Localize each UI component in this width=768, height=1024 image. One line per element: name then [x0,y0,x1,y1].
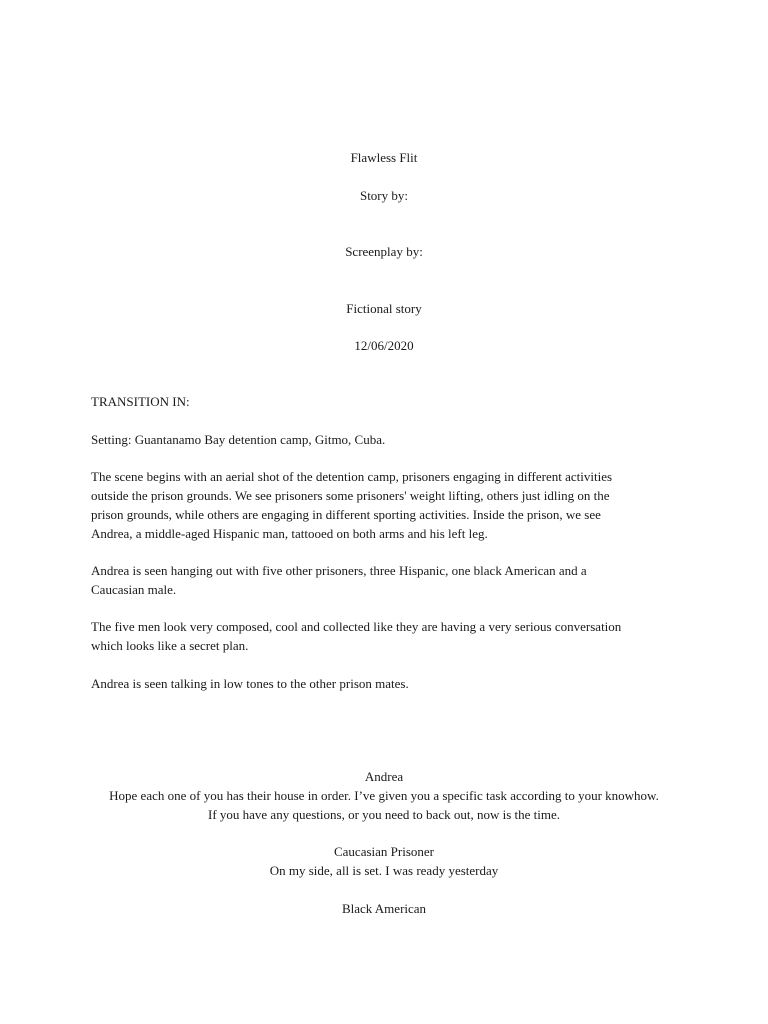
document-date: 12/06/2020 [354,338,414,353]
scene-paragraph-3 [91,617,691,655]
paragraph-line: Andrea is seen hanging out with five other prisoners, three Hispanic, one black American and a [91,563,587,578]
transition-line: TRANSITION IN: [91,394,190,409]
scene-paragraph-4: Andrea is seen talking in low tones to the other prison mates. [91,676,409,691]
paragraph-line: Andrea, a middle-aged Hispanic man, tattooed on both arms and his left leg. [91,526,488,541]
dialogue-block-caucasian-prisoner [0,842,768,880]
dialogue-block-black-american [0,899,768,918]
dialogue-block-andrea [0,767,768,824]
character-name: Caucasian Prisoner [333,844,434,859]
screenplay-title: Flawless Flit [350,150,418,165]
dialogue-line: On my side, all is set. I was ready yesterday [269,863,499,878]
paragraph-line: The five men look very composed, cool and collected like they are having a very serious conversation [91,619,622,634]
paragraph-line: which looks like a secret plan. [91,638,249,653]
story-by-credit: Story by: [359,188,409,203]
dialogue-line: If you have any questions, or you need to back out, now is the time. [207,807,560,822]
dialogue-line: Hope each one of you has their house in order. I’ve given you a specific task according to your knowhow. [109,788,659,803]
paragraph-line: The scene begins with an aerial shot of the detention camp, prisoners engaging in different activities [91,469,613,484]
scene-paragraph-2 [91,561,691,599]
paragraph-line: prison grounds, while others are engaging in different sporting activities. Inside the prison, we see [91,507,601,522]
screenplay-by-credit: Screenplay by: [345,244,423,259]
setting-line: Setting: Guantanamo Bay detention camp, Gitmo, Cuba. [91,432,386,447]
character-name: Black American [341,901,427,916]
paragraph-line: Caucasian male. [91,582,177,597]
genre-label: Fictional story [346,301,422,316]
character-name: Andrea [364,769,404,784]
paragraph-line: outside the prison grounds. We see prisoners some prisoners' weight lifting, others just idling on the [91,488,610,503]
scene-paragraph-1 [91,467,691,543]
